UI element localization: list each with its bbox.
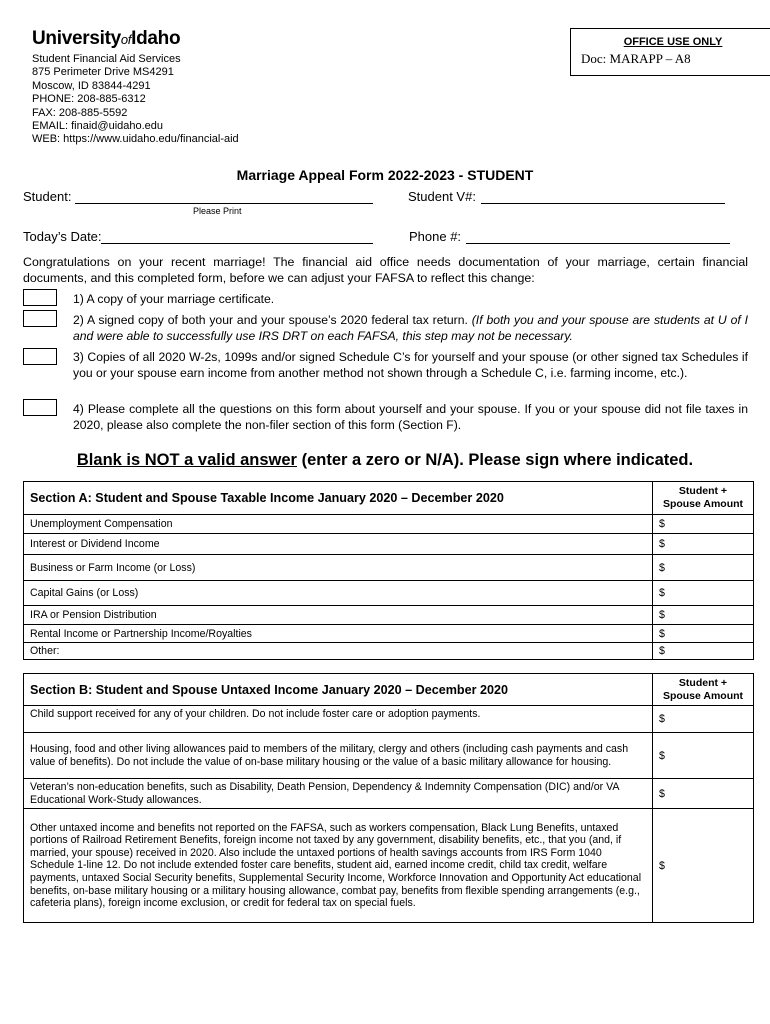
- checklist-item-4: 4) Please complete all the questions on this form about yourself and your spouse. If you or your spouse did not file taxes in 2020, please also complete the non-filer section of this form (Section F).: [73, 402, 748, 432]
- row-label: Rental Income or Partnership Income/Royalties: [24, 625, 653, 643]
- student-label: Student:: [23, 189, 72, 204]
- table-row: [24, 643, 754, 660]
- checklist-item-2: 2) A signed copy of both your and your spouse’s 2020 federal tax return. (If both you and your spouse are students at U of I and were able to successfully use IRS DRT on each FAFSA, this step may not be necessary.: [73, 313, 748, 343]
- section-b-amount-header: Student + Spouse Amount: [653, 674, 754, 706]
- section-a-title: Section A: Student and Spouse Taxable Income January 2020 – December 2020: [24, 482, 653, 515]
- table-row: [24, 733, 754, 779]
- address-email: EMAIL: finaid@uidaho.edu: [32, 120, 164, 133]
- office-use-title: OFFICE USE ONLY: [623, 36, 723, 48]
- checkbox-w2-documents[interactable]: [23, 348, 57, 365]
- phone-field[interactable]: [466, 243, 730, 244]
- office-address: [32, 53, 239, 147]
- todays-date-field[interactable]: [101, 243, 373, 244]
- amount-field[interactable]: $: [653, 706, 754, 733]
- table-row: [24, 809, 754, 923]
- row-label: Housing, food and other living allowances paid to members of the military, clergy and others (including cash payments and cash value of benefits). Do not include the value of on-base military housing or the value of a basic military allowance for housing.: [24, 733, 653, 779]
- row-label: Interest or Dividend Income: [24, 534, 653, 555]
- student-v-field[interactable]: [481, 203, 725, 204]
- address-line: Moscow, ID 83844-4291: [32, 79, 151, 92]
- amount-field[interactable]: $: [653, 809, 754, 923]
- checkbox-complete-questions[interactable]: [23, 399, 57, 416]
- amount-field[interactable]: $: [653, 581, 754, 606]
- section-a-table: [23, 481, 754, 660]
- row-label: Capital Gains (or Loss): [24, 581, 653, 606]
- address-phone: PHONE: 208-885-6312: [32, 93, 146, 106]
- amount-field[interactable]: $: [653, 643, 754, 660]
- blank-notice: Blank is NOT a valid answer (enter a zero or N/A). Please sign where indicated.: [76, 451, 694, 469]
- address-fax: FAX: 208-885-5592: [32, 106, 128, 119]
- university-logo: UniversityofIdaho: [32, 28, 181, 49]
- office-use-box: [570, 28, 770, 76]
- table-row: [24, 581, 754, 606]
- intro-paragraph: Congratulations on your recent marriage! The financial aid office needs documentation of your marriage, certain financial documents, and this completed form, before we can adjust your FAFSA to reflect this change:: [23, 255, 748, 285]
- office-doc-code: Doc: MARAPP – A8: [581, 51, 691, 66]
- row-label: Business or Farm Income (or Loss): [24, 555, 653, 581]
- todays-date-label: Today’s Date:: [23, 229, 102, 244]
- checklist-item-3: 3) Copies of all 2020 W-2s, 1099s and/or signed Schedule C’s for yourself and your spouse (or other signed tax Schedules if you or your spouse earn income from another method not shown through a Schedule C, i.e. farming income, etc.).: [73, 350, 748, 380]
- row-label: IRA or Pension Distribution: [24, 606, 653, 625]
- section-a-header-row: [24, 482, 754, 515]
- checkbox-tax-return[interactable]: [23, 310, 57, 327]
- amount-field[interactable]: $: [653, 555, 754, 581]
- amount-field[interactable]: $: [653, 515, 754, 534]
- row-label: Child support received for any of your children. Do not include foster care or adoption payments.: [24, 706, 653, 733]
- address-line: 875 Perimeter Drive MS4291: [32, 66, 174, 79]
- form-title: Marriage Appeal Form 2022-2023 - STUDENT: [236, 167, 534, 183]
- row-label: Other:: [24, 643, 653, 660]
- address-line: Student Financial Aid Services: [32, 53, 181, 65]
- table-row: [24, 625, 754, 643]
- amount-field[interactable]: $: [653, 625, 754, 643]
- row-label: Unemployment Compensation: [24, 515, 653, 534]
- section-a-amount-header: Student + Spouse Amount: [653, 482, 754, 515]
- checkbox-marriage-certificate[interactable]: [23, 289, 57, 306]
- address-web: WEB: https://www.uidaho.edu/financial-aid: [32, 133, 239, 146]
- section-b-table: [23, 673, 754, 923]
- table-row: [24, 534, 754, 555]
- amount-field[interactable]: $: [653, 534, 754, 555]
- phone-label: Phone #:: [409, 229, 462, 244]
- section-b-header-row: [24, 674, 754, 706]
- section-b-title: Section B: Student and Spouse Untaxed Income January 2020 – December 2020: [24, 674, 653, 706]
- row-label: Veteran’s non-education benefits, such as Disability, Death Pension, Dependency & Indemnity Compensation (DIC) and/or VA Educational Work-Study allowances.: [24, 779, 653, 809]
- please-print-note: Please Print: [193, 206, 242, 216]
- table-row: [24, 706, 754, 733]
- table-row: [24, 606, 754, 625]
- checklist-item-1: 1) A copy of your marriage certificate.: [73, 292, 275, 306]
- table-row: [24, 779, 754, 809]
- amount-field[interactable]: $: [653, 733, 754, 779]
- table-row: [24, 515, 754, 534]
- amount-field[interactable]: $: [653, 606, 754, 625]
- row-label: Other untaxed income and benefits not reported on the FAFSA, such as workers compensation, Black Lung Benefits, untaxed portions of Railroad Retirement Benefits, foreign income not taxed by any government, disability benefits, etc., that you (and, if married, your spouse) received in 2020. Also include the untaxed portions of health savings accounts from IRS Form 1040 Schedule 1-line 12. Do not include extended foster care benefits, student aid, earned income credit, child tax credit, welfare payments, untaxed Social Security benefits, Supplemental Security Income, Workforce Innovation and Opportunity Act educational benefits, on-base military housing or a military housing allowance, combat pay, benefits from flexible spending arrangements (e.g., cafeteria plans), foreign income exclusion, or credit for federal tax on special fuels.: [24, 809, 653, 923]
- table-row: [24, 555, 754, 581]
- amount-field[interactable]: $: [653, 779, 754, 809]
- student-name-field[interactable]: [75, 203, 373, 204]
- student-v-label: Student V#:: [408, 189, 476, 204]
